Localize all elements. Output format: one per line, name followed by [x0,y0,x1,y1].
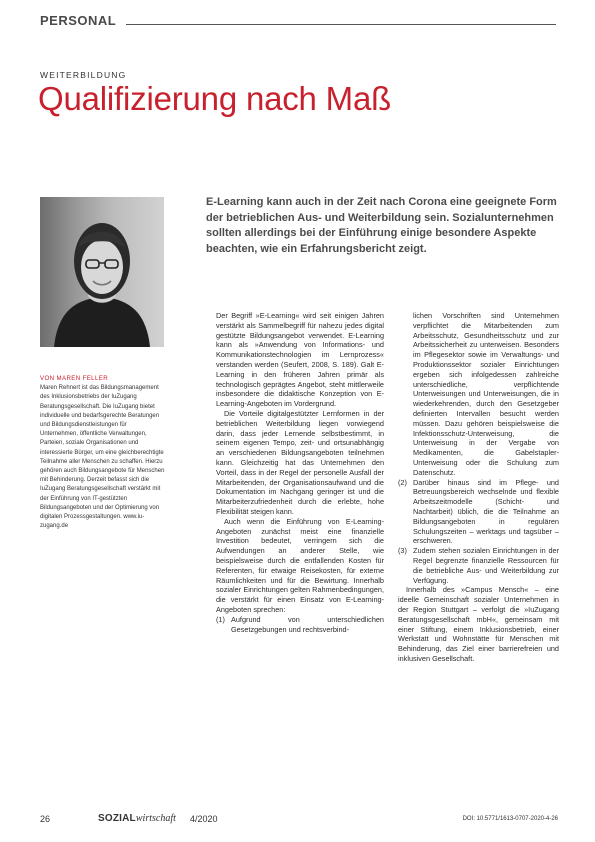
body-column-1 [216,311,384,634]
list-number: (2) [398,477,407,487]
list-number: (1) [216,614,225,624]
list-number: (3) [398,546,407,556]
body-column-2 [398,311,559,664]
journal-name [98,813,176,824]
author-portrait-image [40,197,164,347]
list-text: Darüber hinaus sind im Pflege- und Betreuungsbereich wechselnde und flexible Arbeitszeitmodelle (Schicht- und Nachtarbeit) üblich, die die Teilnahme an Bildungsangeboten in regulären Schulungszeiten – werktags und tagsüber – erschweren. [413,477,559,546]
page-number: 26 [40,814,51,824]
body-paragraph: Innerhalb des »Campus Mensch« – eine ideelle Gemeinschaft sozialer Unternehmen in der Region Stuttgart – verfolgt die »IuZugang Beratungsgesellschaft mbH«, gemeinsam mit einer Stiftung, einem Inklusionsbetrieb, einer Werkstatt und Wohnstätte für Menschen mit Behinderung, das Ziel einer barrierefreien und inklusiven Gesellschaft. [398,585,559,663]
list-item [398,311,559,478]
doi: DOI: 10.5771/1613-0707-2020-4-26 [462,816,558,822]
list-item [216,615,384,635]
section-rule [126,24,556,25]
article-title: Qualifizierung nach Maß [38,80,392,117]
author-bio: Maren Rehnert ist das Bildungsmanagement des Inklusionsbetriebs der IuZugang Beratungsgesellschaft. Die IuZugang bietet individuelle und bedarfsgerechte Beratungen und Bildungsdienstleistungen für Unternehmen, öffentliche Verwaltungen, Parteien, soziale Organisationen und interessierte Bürger, um eine gleichberechtigte Teilnahme aller Menschen zu schaffen. Hierzu gehören auch Bildungsangebote für Menschen mit Behinderung. Derzeit befasst sich die IuZugang Beratungsgesellschaft verstärkt mit der Einführung von IT-gestützten Bildungsangeboten und der Optimierung von digitalen Prozessgestaltungen. www.iu-zugang.de [40,385,165,530]
page-footer [40,814,558,828]
list-item [398,546,559,585]
conditions-list [216,615,384,635]
issue-number: 4/2020 [190,814,218,824]
section-label: PERSONAL [40,13,117,28]
body-paragraph: Der Begriff »E-Learning« wird seit einigen Jahren verstärkt als Sammelbegriff für nahezu jedes digital gestützte Bildungsangebot verwendet. E-Learning kann als »Anwendung von Informations- und Kommunikationstechnologien im Lernprozess« verstanden werden (Seufert, 2008, S. 189). Galt E-Learning in den früheren Jahren primär als technologisch geprägtes Angebot, steht mittlerweile insbesondere die didaktische Konzeption von E-Learning-Angeboten im Vordergrund. [216,311,384,409]
list-text: Zudem stehen sozialen Einrichtungen in der Regel begrenzte finanzielle Ressourcen für die betriebliche Aus- und Weiterbildung zur Verfügung. [413,546,559,585]
article-lead: E-Learning kann auch in der Zeit nach Corona eine geeignete Form der betrieblichen Aus- und Weiterbildung sein. Sozialunternehmen sollten allerdings bei der Einführung einige besondere Aspekte beachten, wie ein Erfahrungsbericht zeigt. [206,196,557,255]
article-kicker: WEITERBILDUNG [40,70,127,80]
journal-name-italic: wirtschaft [135,813,176,824]
journal-name-bold: SOZIAL [98,813,136,824]
list-text: lichen Vorschriften sind Unternehmen verpflichtet die Mitarbeitenden zum Arbeitsschutz, Gesundheitsschutz und zur Arbeitssicherheit zu unterweisen. Besonders im Pflegesektor sowie im Verwaltungs- und Produktionssektor sozialer Einrichtungen ergeben sich infolgedessen zahlreiche unterschiedliche, verpflichtende Unterweisungen und Unterweisungen, die in wiederkehrenden, durch den Gesetzgeber definierten Intervallen besucht werden müssen. Dazu gehören beispielsweise die Infektionsschutz-Unterweisung, die Unterweisung in der Vergabe von Medikamenten, die Gabelstapler-Unterweisung oder die Schulung zum Datenschutz. [413,311,559,477]
author-sidebar [40,374,166,531]
list-text: Aufgrund von unterschiedlichen Gesetzgebungen und rechtsverbind- [231,614,384,634]
body-paragraph: Auch wenn die Einführung von E-Learning-Angeboten zunächst meist eine finanzielle Investition bedeutet, verringern sich die Aufwendungen an anderer Stelle, wie beispielsweise durch die entfallenden Kosten für Referenten, für etwaige Reisekosten, für externe Räumlichkeiten und für die Bewirtung. Innerhalb sozialer Einrichtungen gelten Rahmenbedingungen, die verstärkt für einen Einsatz von E-Learning-Angeboten sprechen: [216,516,384,614]
author-name: VON MAREN FELLER [40,375,109,382]
body-paragraph: Die Vorteile digitalgestützter Lernformen in der betrieblichen Weiterbildung liegen vorwiegend darin, dass jeder Lernende selbstbestimmt, in seinem eigenen Tempo, zeit- und ortsunabhängig an verschiedenen Bildungsangeboten teilnehmen kann. Gleichzeitig hat das Unternehmen den Vorteil, dass in der Regel der personelle Ausfall der Mitarbeitenden, der Organisationsaufwand und die Dokumentation im Nachgang geringer ist und die Mitarbeiterzufriedenheit durch die erlebte, hohe Flexibilität steigen kann. [216,408,384,516]
author-photo [40,197,164,347]
conditions-list-continued [398,311,559,585]
list-item [398,478,559,547]
